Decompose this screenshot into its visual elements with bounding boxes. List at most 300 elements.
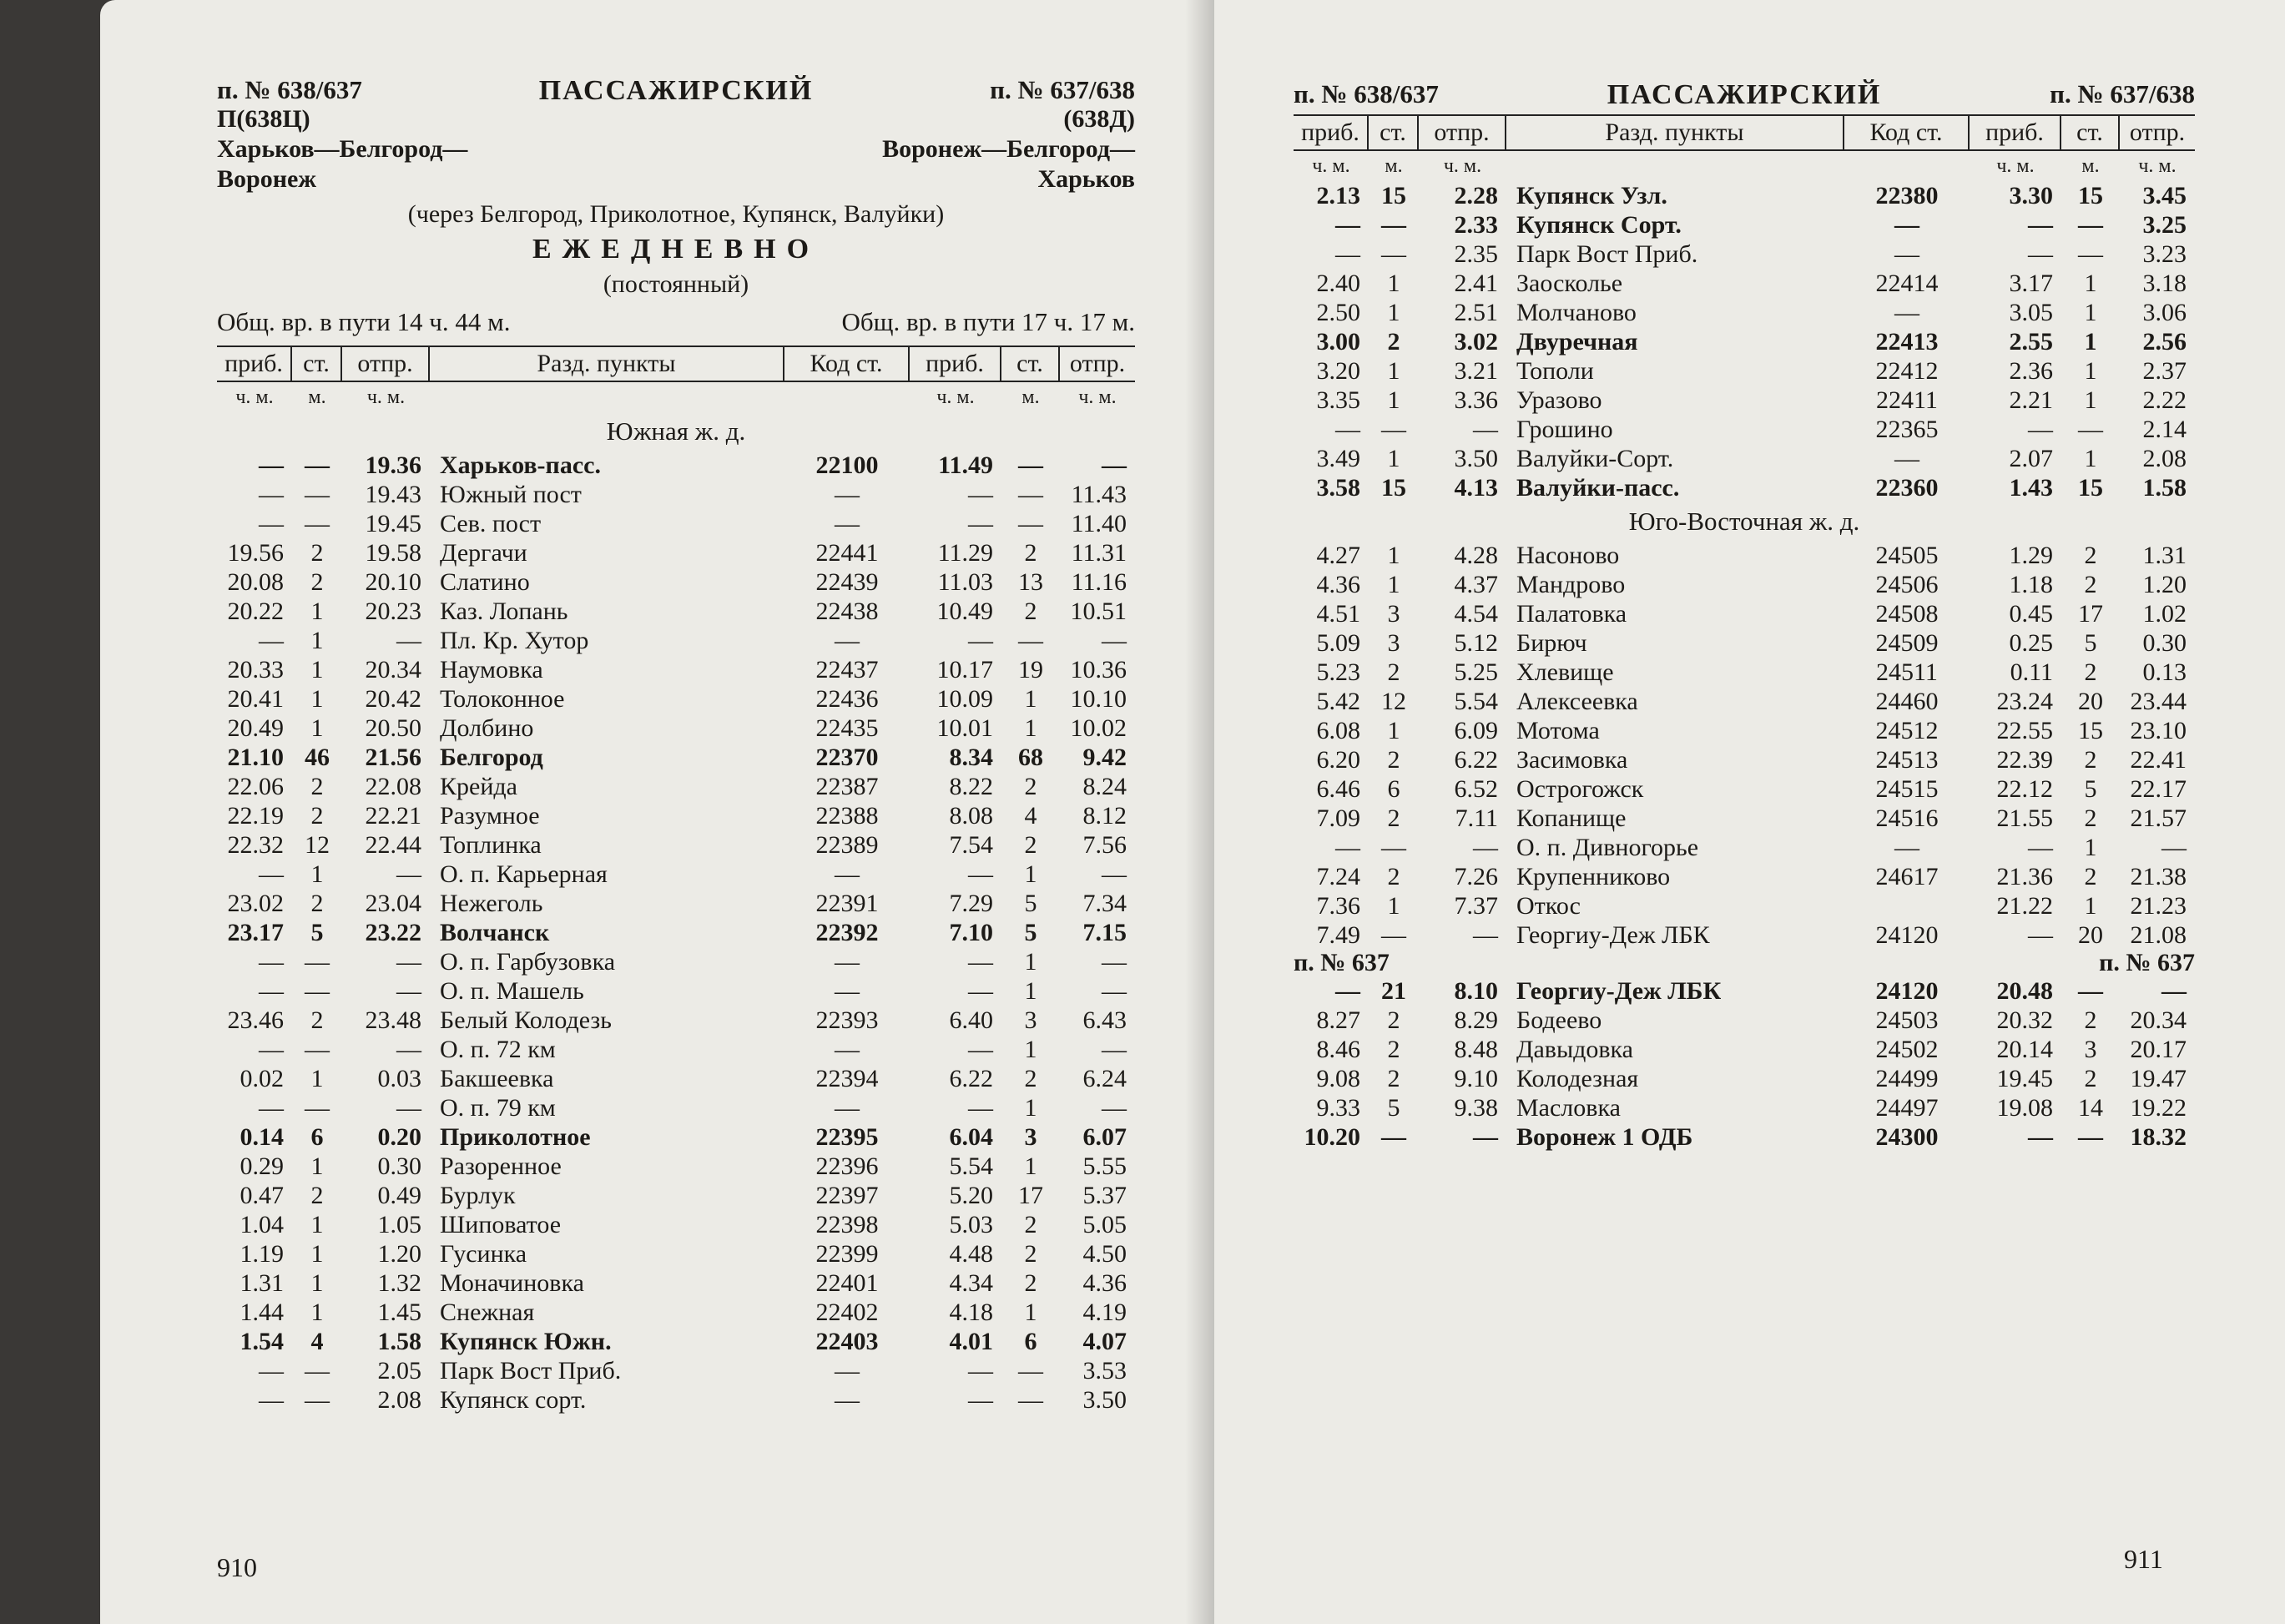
- dep-out-cell: —: [396, 1094, 421, 1122]
- arr-back-cell: 2.07: [2009, 445, 2053, 472]
- dep-out-cell: 3.02: [1454, 328, 1498, 356]
- stop-out-cell: 1: [310, 1211, 324, 1238]
- stop-back-cell: 1: [2084, 328, 2097, 356]
- left-page-content: [217, 75, 1135, 1415]
- dep-back-cell: 3.23: [2142, 240, 2187, 268]
- column-header-station-code: Код ст.: [1844, 116, 1970, 149]
- station-code-cell: 22380: [1875, 182, 1939, 209]
- dep-back-cell: 19.47: [2130, 1065, 2187, 1092]
- stop-back-cell: 15: [2078, 717, 2103, 744]
- dep-out-cell: 8.10: [1454, 977, 1498, 1005]
- stop-out-cell: 1: [1387, 445, 1400, 472]
- column-header-stop-back: ст.: [1001, 347, 1060, 381]
- station-name-cell: Колодезная: [1516, 1065, 1639, 1092]
- railway-section-title: Южная ж. д.: [606, 416, 746, 446]
- station-name-cell: Разумное: [440, 802, 540, 830]
- dep-out-cell: 1.45: [377, 1299, 421, 1326]
- arr-out-cell: 1.44: [240, 1299, 284, 1326]
- train-number-left: п. № 638/637: [217, 75, 362, 104]
- table-unit-headers: [1294, 151, 2195, 181]
- table-row: [1294, 745, 2195, 774]
- station-code-cell: 22402: [815, 1299, 879, 1326]
- arr-back-cell: —: [968, 1386, 993, 1414]
- train-subnumber-right: (638Д): [1063, 105, 1135, 133]
- stop-back-cell: 1: [1024, 1036, 1037, 1063]
- station-code-cell: —: [835, 1094, 860, 1122]
- stop-out-cell: 12: [305, 831, 330, 859]
- table-row: [217, 830, 1135, 860]
- stop-out-cell: 12: [1381, 688, 1406, 715]
- stop-out-cell: 2: [310, 539, 324, 567]
- stop-back-cell: 14: [2078, 1094, 2103, 1122]
- stop-back-cell: 68: [1018, 744, 1043, 771]
- arr-out-cell: 0.47: [240, 1182, 284, 1209]
- table-row: [217, 509, 1135, 538]
- stop-out-cell: —: [305, 1036, 330, 1063]
- dep-out-cell: 8.29: [1454, 1006, 1498, 1034]
- station-name-cell: Насоново: [1516, 542, 1620, 569]
- station-name-cell: Мандрово: [1516, 571, 1626, 598]
- dep-out-cell: 3.21: [1454, 357, 1498, 385]
- stop-out-cell: 21: [1381, 977, 1406, 1005]
- column-header-stop-out: ст.: [292, 347, 342, 381]
- station-code-cell: 22435: [815, 714, 879, 742]
- station-code-cell: 22387: [815, 773, 879, 800]
- stop-back-cell: 3: [1024, 1123, 1037, 1151]
- station-code-cell: —: [835, 1036, 860, 1063]
- column-header-arr-out: приб.: [1294, 116, 1369, 149]
- table-row: [1294, 356, 2195, 386]
- stop-out-cell: —: [305, 1386, 330, 1414]
- arr-out-cell: 3.58: [1316, 474, 1360, 502]
- station-name-cell: О. п. Дивногорье: [1516, 834, 1699, 861]
- stop-out-cell: —: [305, 1094, 330, 1122]
- arr-out-cell: —: [1335, 211, 1360, 239]
- dep-out-cell: 6.22: [1454, 746, 1498, 774]
- stop-back-cell: —: [2078, 416, 2103, 443]
- unit-header-arr-back: ч. м.: [936, 386, 975, 408]
- dep-back-cell: 5.37: [1082, 1182, 1127, 1209]
- dep-back-cell: 11.16: [1071, 568, 1127, 596]
- arr-out-cell: 19.56: [227, 539, 284, 567]
- arr-back-cell: 6.22: [949, 1065, 993, 1092]
- stop-out-cell: —: [1381, 834, 1406, 861]
- dep-back-cell: 20.17: [2130, 1036, 2187, 1063]
- station-code-cell: 22414: [1875, 270, 1939, 297]
- arr-out-cell: —: [259, 481, 284, 508]
- dep-back-cell: 1.02: [2142, 600, 2187, 628]
- station-name-cell: Парк Вост Приб.: [440, 1357, 622, 1384]
- table-row: [217, 684, 1135, 714]
- dep-back-cell: 23.44: [2130, 688, 2187, 715]
- dep-back-cell: 1.58: [2142, 474, 2187, 502]
- dep-out-cell: 2.28: [1454, 182, 1498, 209]
- station-code-cell: 24516: [1875, 804, 1939, 832]
- dep-back-cell: —: [1102, 1094, 1127, 1122]
- station-code-cell: 24617: [1875, 863, 1939, 890]
- stop-back-cell: 15: [2078, 182, 2103, 209]
- train-change-row: [1294, 950, 2195, 976]
- station-code-cell: 22397: [815, 1182, 879, 1209]
- dep-out-cell: 21.56: [365, 744, 421, 771]
- arr-out-cell: 3.49: [1316, 445, 1360, 472]
- station-name-cell: Двуречная: [1516, 328, 1638, 356]
- arr-back-cell: —: [968, 948, 993, 976]
- station-name-cell: Крейда: [440, 773, 517, 800]
- table-row: [1294, 658, 2195, 687]
- table-row: [1294, 833, 2195, 862]
- arr-out-cell: 9.33: [1316, 1094, 1360, 1122]
- stop-back-cell: 2: [1024, 1240, 1037, 1268]
- table-row: [217, 567, 1135, 597]
- dep-back-cell: 11.40: [1071, 510, 1127, 537]
- arr-out-cell: —: [1335, 977, 1360, 1005]
- station-code-cell: 22394: [815, 1065, 879, 1092]
- station-code-cell: 22392: [815, 919, 879, 946]
- station-code-cell: —: [835, 627, 860, 654]
- dep-out-cell: —: [1473, 1123, 1498, 1151]
- arr-out-cell: 3.20: [1316, 357, 1360, 385]
- arr-back-cell: 1.43: [2009, 474, 2053, 502]
- table-row: [217, 451, 1135, 480]
- arr-out-cell: —: [259, 1386, 284, 1414]
- arr-out-cell: 7.09: [1316, 804, 1360, 832]
- stop-out-cell: 4: [310, 1328, 324, 1355]
- station-code-cell: 22396: [815, 1152, 879, 1180]
- station-name-cell: Давыдовка: [1516, 1036, 1633, 1063]
- arr-out-cell: 21.10: [227, 744, 284, 771]
- dep-out-cell: 9.38: [1454, 1094, 1498, 1122]
- arr-out-cell: —: [259, 1357, 284, 1384]
- arr-back-cell: 20.32: [1996, 1006, 2053, 1034]
- arr-back-cell: 23.24: [1996, 688, 2053, 715]
- table-row: [217, 1298, 1135, 1327]
- stop-back-cell: 2: [1024, 1269, 1037, 1297]
- route-right-1: Воронеж—Белгород—: [882, 135, 1135, 163]
- dep-out-cell: 22.44: [365, 831, 421, 859]
- dep-out-cell: —: [1473, 416, 1498, 443]
- station-code-cell: 22438: [815, 598, 879, 625]
- table-row: [1294, 687, 2195, 716]
- arr-back-cell: —: [2028, 211, 2053, 239]
- stop-out-cell: 2: [310, 1182, 324, 1209]
- table-row: [217, 1093, 1135, 1122]
- station-code-cell: 24300: [1875, 1123, 1939, 1151]
- station-code-cell: 22411: [1876, 386, 1938, 414]
- table-unit-headers: [217, 382, 1135, 412]
- station-code-cell: —: [1894, 834, 1919, 861]
- arr-out-cell: 22.19: [227, 802, 284, 830]
- arr-back-cell: 4.34: [949, 1269, 993, 1297]
- arr-back-cell: —: [968, 860, 993, 888]
- train-number-right: п. № 637/638: [990, 75, 1135, 104]
- arr-out-cell: —: [259, 948, 284, 976]
- unit-header-stop-back: м.: [1021, 386, 1040, 408]
- table-column-headers: [217, 345, 1135, 382]
- stop-out-cell: —: [305, 451, 330, 479]
- station-code-cell: 24512: [1875, 717, 1939, 744]
- station-code-cell: —: [835, 1357, 860, 1384]
- stop-back-cell: 17: [2078, 600, 2103, 628]
- station-code-cell: 24505: [1875, 542, 1939, 569]
- column-header-stop-back: ст.: [2061, 116, 2120, 149]
- arr-back-cell: 10.49: [936, 598, 993, 625]
- dep-out-cell: —: [1473, 834, 1498, 861]
- stop-out-cell: 15: [1381, 182, 1406, 209]
- timetable-left: [217, 345, 1135, 1415]
- dep-out-cell: 5.25: [1454, 658, 1498, 686]
- arr-back-cell: 8.08: [949, 802, 993, 830]
- timetable-right: [1294, 114, 2195, 1152]
- stop-back-cell: 1: [1024, 1094, 1037, 1122]
- dep-out-cell: 2.41: [1454, 270, 1498, 297]
- schedule-permanence: (постоянный): [603, 270, 749, 298]
- table-row: [1294, 804, 2195, 833]
- stop-back-cell: 2: [1024, 598, 1037, 625]
- dep-out-cell: 2.35: [1454, 240, 1498, 268]
- stop-out-cell: 2: [310, 773, 324, 800]
- stop-back-cell: 5: [1024, 890, 1037, 917]
- unit-header-dep-back: ч. м.: [1078, 386, 1117, 408]
- stop-back-cell: —: [2078, 211, 2103, 239]
- stop-back-cell: 5: [2084, 629, 2097, 657]
- stop-out-cell: 2: [1387, 863, 1400, 890]
- station-code-cell: 22412: [1875, 357, 1939, 385]
- stop-out-cell: —: [305, 481, 330, 508]
- arr-out-cell: 2.50: [1316, 299, 1360, 326]
- station-code-cell: 22370: [815, 744, 879, 771]
- arr-out-cell: 2.13: [1316, 182, 1360, 209]
- station-name-cell: Купянск Южн.: [440, 1328, 612, 1355]
- dep-out-cell: 1.20: [377, 1240, 421, 1268]
- table-row: [1294, 1035, 2195, 1064]
- table-row: [1294, 1093, 2195, 1122]
- station-code-cell: 22395: [815, 1123, 879, 1151]
- dep-back-cell: 5.05: [1082, 1211, 1127, 1238]
- unit-header-dep-out: ч. м.: [366, 386, 406, 408]
- dep-out-cell: 0.20: [377, 1123, 421, 1151]
- station-name-cell: Гусинка: [440, 1240, 527, 1268]
- stop-out-cell: —: [1381, 921, 1406, 949]
- train-number-right: п. № 637/638: [2050, 79, 2195, 108]
- station-code-cell: —: [1894, 445, 1919, 472]
- station-code-cell: 24503: [1875, 1006, 1939, 1034]
- dep-out-cell: 23.22: [365, 919, 421, 946]
- arr-back-cell: —: [2028, 416, 2053, 443]
- right-header: [1294, 79, 2195, 109]
- station-code-cell: 24120: [1875, 977, 1939, 1005]
- stop-out-cell: 1: [310, 627, 324, 654]
- station-code-cell: 24502: [1875, 1036, 1939, 1063]
- arr-back-cell: —: [968, 481, 993, 508]
- station-name-cell: Грошино: [1516, 416, 1613, 443]
- dep-back-cell: 21.57: [2130, 804, 2187, 832]
- table-row: [1294, 976, 2195, 1006]
- station-name-cell: Топлинка: [440, 831, 542, 859]
- column-header-station-name: Разд. пункты: [430, 347, 784, 381]
- arr-out-cell: —: [1335, 834, 1360, 861]
- arr-out-cell: 5.42: [1316, 688, 1360, 715]
- dep-out-cell: 2.05: [377, 1357, 421, 1384]
- dep-back-cell: 9.42: [1082, 744, 1127, 771]
- station-name-cell: Приколотное: [440, 1123, 591, 1151]
- stop-back-cell: 2: [2084, 804, 2097, 832]
- dep-out-cell: 20.23: [365, 598, 421, 625]
- train-number-right: п. № 637: [2099, 949, 2195, 976]
- arr-out-cell: 1.31: [240, 1269, 284, 1297]
- table-row: [1294, 473, 2195, 502]
- arr-out-cell: —: [259, 1036, 284, 1063]
- stop-out-cell: 1: [310, 1269, 324, 1297]
- arr-back-cell: —: [968, 1357, 993, 1384]
- stop-back-cell: 1: [2084, 834, 2097, 861]
- dep-back-cell: 2.14: [2142, 416, 2187, 443]
- dep-out-cell: 2.08: [377, 1386, 421, 1414]
- station-name-cell: Мотома: [1516, 717, 1600, 744]
- dep-back-cell: 22.17: [2130, 775, 2187, 803]
- stop-out-cell: 1: [310, 1240, 324, 1268]
- station-code-cell: —: [1894, 299, 1919, 326]
- arr-out-cell: 0.29: [240, 1152, 284, 1180]
- arr-out-cell: —: [259, 451, 284, 479]
- dep-back-cell: 11.43: [1071, 481, 1127, 508]
- stop-back-cell: 2: [2084, 863, 2097, 890]
- station-code-cell: —: [835, 860, 860, 888]
- arr-back-cell: —: [968, 627, 993, 654]
- station-code-cell: 22399: [815, 1240, 879, 1268]
- stop-back-cell: —: [1018, 627, 1043, 654]
- dep-out-cell: 7.37: [1454, 892, 1498, 920]
- dep-out-cell: —: [396, 627, 421, 654]
- station-code-cell: —: [835, 977, 860, 1005]
- arr-out-cell: 5.23: [1316, 658, 1360, 686]
- table-row: [217, 743, 1135, 772]
- table-row: [217, 860, 1135, 889]
- stop-back-cell: 1: [1024, 1152, 1037, 1180]
- arr-out-cell: —: [1335, 416, 1360, 443]
- table-row: [217, 1239, 1135, 1268]
- station-name-cell: Палатовка: [1516, 600, 1627, 628]
- table-row: [1294, 415, 2195, 444]
- station-name-cell: Засимовка: [1516, 746, 1628, 774]
- stop-back-cell: 1: [1024, 948, 1037, 976]
- dep-out-cell: 20.50: [365, 714, 421, 742]
- dep-out-cell: 4.37: [1454, 571, 1498, 598]
- stop-out-cell: 1: [310, 714, 324, 742]
- stop-back-cell: 4: [1024, 802, 1037, 830]
- stop-out-cell: 2: [1387, 804, 1400, 832]
- stop-out-cell: 1: [1387, 542, 1400, 569]
- unit-header-arr-out: ч. м.: [235, 386, 274, 408]
- station-name-cell: Разоренное: [440, 1152, 562, 1180]
- travel-time-right: Общ. вр. в пути 17 ч. 17 м.: [841, 307, 1135, 336]
- arr-out-cell: 23.02: [227, 890, 284, 917]
- stop-out-cell: —: [305, 510, 330, 537]
- dep-out-cell: 19.58: [365, 539, 421, 567]
- arr-back-cell: 21.22: [1996, 892, 2053, 920]
- table-row: [1294, 327, 2195, 356]
- stop-back-cell: —: [2078, 1123, 2103, 1151]
- table-row: [217, 801, 1135, 830]
- dep-back-cell: 4.07: [1082, 1328, 1127, 1355]
- dep-out-cell: 4.28: [1454, 542, 1498, 569]
- dep-back-cell: 6.24: [1082, 1065, 1127, 1092]
- arr-out-cell: 1.19: [240, 1240, 284, 1268]
- station-name-cell: Купянск сорт.: [440, 1386, 587, 1414]
- table-column-headers: [1294, 114, 2195, 151]
- arr-back-cell: 22.55: [1996, 717, 2053, 744]
- dep-back-cell: —: [1102, 1036, 1127, 1063]
- train-number-left: п. № 638/637: [1294, 79, 1439, 108]
- station-code-cell: —: [835, 1386, 860, 1414]
- stop-back-cell: 15: [2078, 474, 2103, 502]
- dep-back-cell: 0.13: [2142, 658, 2187, 686]
- arr-back-cell: 4.01: [949, 1328, 993, 1355]
- arr-out-cell: 20.08: [227, 568, 284, 596]
- dep-out-cell: 20.10: [365, 568, 421, 596]
- stop-back-cell: 1: [2084, 386, 2097, 414]
- station-name-cell: Георгиу-Деж ЛБК: [1516, 977, 1722, 1005]
- stop-out-cell: 2: [310, 1006, 324, 1034]
- arr-out-cell: 20.33: [227, 656, 284, 683]
- station-name-cell: Долбино: [440, 714, 534, 742]
- stop-back-cell: 2: [2084, 571, 2097, 598]
- station-code-cell: 22398: [815, 1211, 879, 1238]
- table-row: [1294, 541, 2195, 570]
- column-header-arr-out: приб.: [217, 347, 292, 381]
- station-name-cell: Уразово: [1516, 386, 1602, 414]
- arr-back-cell: 8.22: [949, 773, 993, 800]
- column-header-station-name: Разд. пункты: [1506, 116, 1844, 149]
- dep-back-cell: —: [1102, 948, 1127, 976]
- stop-out-cell: 3: [1387, 600, 1400, 628]
- arr-out-cell: 23.46: [227, 1006, 284, 1034]
- arr-back-cell: 4.18: [949, 1299, 993, 1326]
- dep-back-cell: 4.50: [1082, 1240, 1127, 1268]
- dep-out-cell: 3.50: [1454, 445, 1498, 472]
- arr-back-cell: —: [968, 977, 993, 1005]
- dep-back-cell: 21.38: [2130, 863, 2187, 890]
- arr-back-cell: 10.01: [936, 714, 993, 742]
- table-row: [1294, 599, 2195, 628]
- station-code-cell: 24120: [1875, 921, 1939, 949]
- table-row: [1294, 1006, 2195, 1035]
- stop-back-cell: 2: [1024, 539, 1037, 567]
- dep-back-cell: 6.07: [1082, 1123, 1127, 1151]
- stop-out-cell: 1: [1387, 270, 1400, 297]
- unit-header-arr-back: ч. м.: [1996, 155, 2035, 177]
- stop-back-cell: 2: [1024, 831, 1037, 859]
- stop-back-cell: 17: [1018, 1182, 1043, 1209]
- dep-out-cell: 1.58: [377, 1328, 421, 1355]
- dep-back-cell: 2.22: [2142, 386, 2187, 414]
- arr-back-cell: 7.54: [949, 831, 993, 859]
- dep-out-cell: 0.49: [377, 1182, 421, 1209]
- station-code-cell: 24506: [1875, 571, 1939, 598]
- arr-back-cell: 0.45: [2009, 600, 2053, 628]
- arr-out-cell: 0.14: [240, 1123, 284, 1151]
- dep-out-cell: 6.52: [1454, 775, 1498, 803]
- station-code-cell: 24515: [1875, 775, 1939, 803]
- table-row: [217, 1210, 1135, 1239]
- unit-header-arr-out: ч. м.: [1312, 155, 1350, 177]
- arr-out-cell: 4.36: [1316, 571, 1360, 598]
- stop-back-cell: 2: [2084, 1065, 2097, 1092]
- stop-out-cell: 2: [310, 568, 324, 596]
- arr-back-cell: 2.36: [2009, 357, 2053, 385]
- arr-out-cell: 20.41: [227, 685, 284, 713]
- dep-back-cell: 2.56: [2142, 328, 2187, 356]
